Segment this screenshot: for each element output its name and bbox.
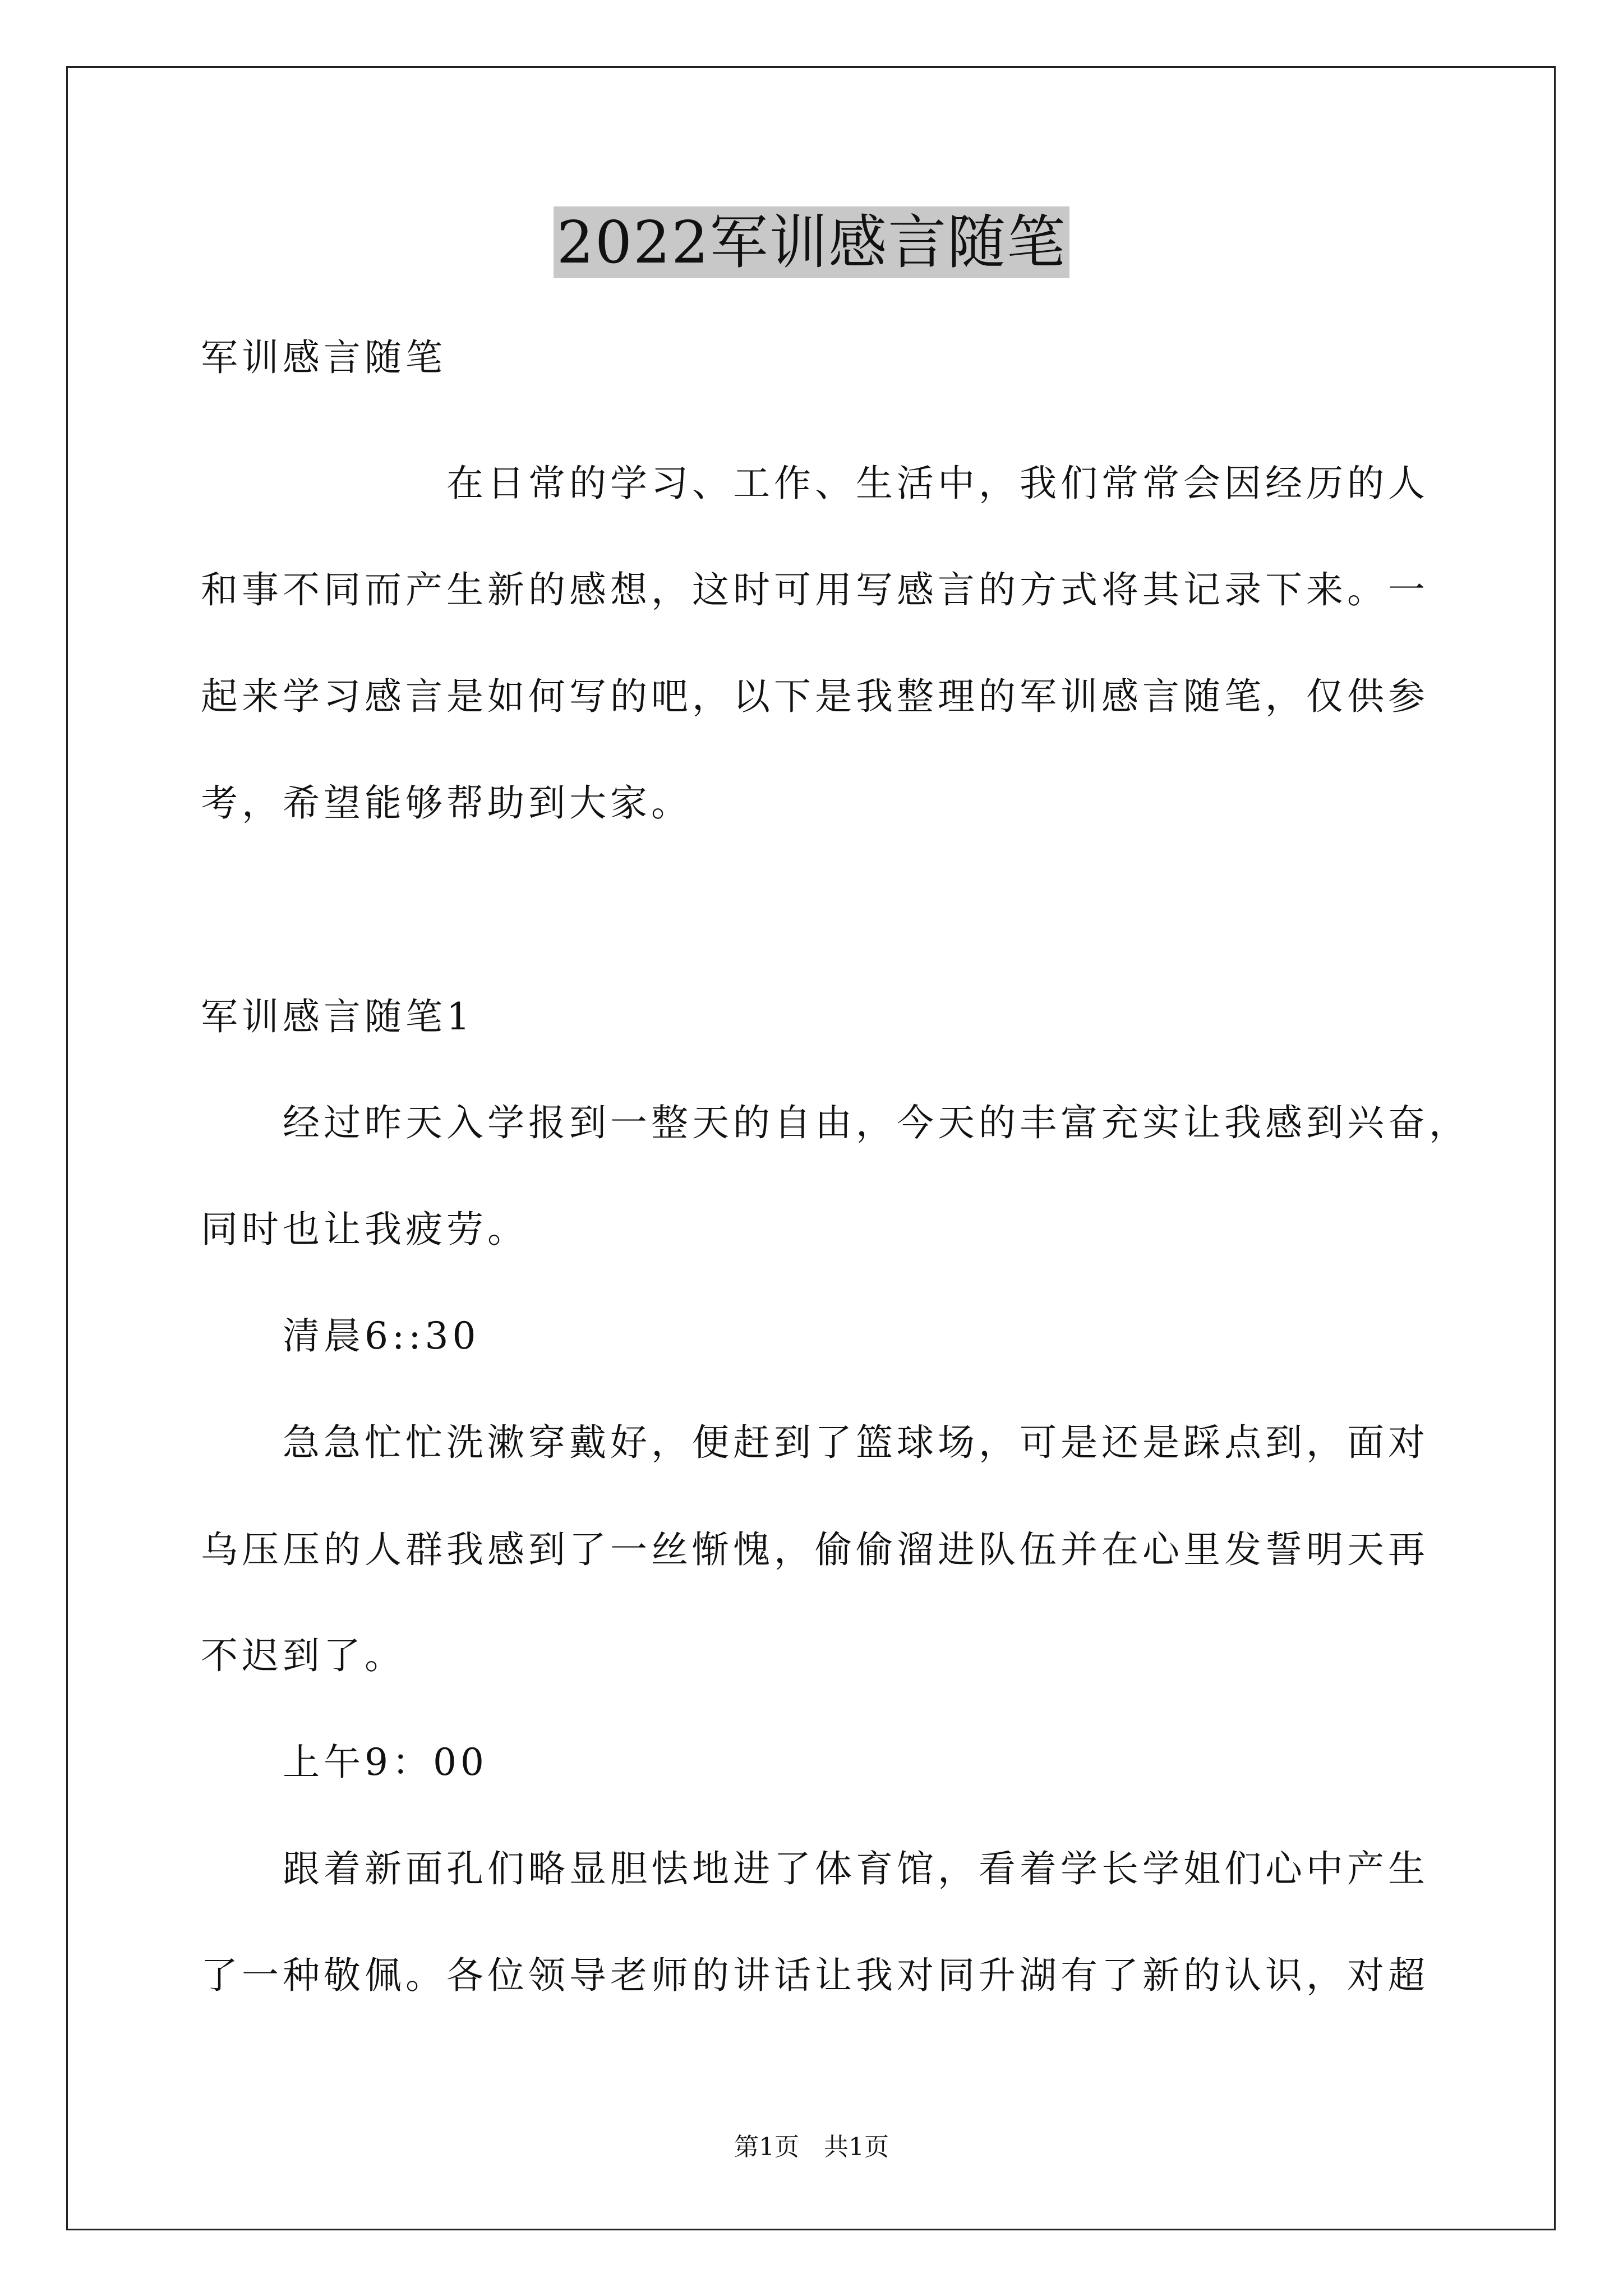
paragraph-line: 起来学习感言是如何写的吧，以下是我整理的军训感言随笔，仅供参 bbox=[201, 675, 1429, 718]
paragraph-line: 和事不同而产生新的感想，这时可用写感言的方式将其记录下来。一 bbox=[201, 568, 1429, 611]
page-footer: 第1页 共1页 bbox=[734, 2133, 889, 2161]
paragraph-line: 了一种敬佩。各位领导老师的讲话让我对同升湖有了新的认识，对超 bbox=[201, 1954, 1429, 1997]
paragraph-line: 在日常的学习、工作、生活中，我们常常会因经历的人 bbox=[201, 462, 1429, 505]
paragraph-line: 清晨6::30 bbox=[201, 1314, 480, 1358]
document-title-text: 2022军训感言随笔 bbox=[554, 206, 1070, 278]
paragraph-line: 经过昨天入学报到一整天的自由，今天的丰富充实让我感到兴奋， bbox=[201, 1101, 1470, 1144]
section-heading: 军训感言随笔1 bbox=[201, 995, 474, 1038]
paragraph-line: 考，希望能够帮助到大家。 bbox=[201, 781, 692, 825]
paragraph-line: 乌压压的人群我感到了一丝惭愧，偷偷溜进队伍并在心里发誓明天再 bbox=[201, 1528, 1429, 1571]
paragraph-line: 跟着新面孔们略显胆怯地进了体育馆，看着学长学姐们心中产生 bbox=[201, 1847, 1429, 1890]
section-heading: 军训感言随笔 bbox=[201, 336, 446, 379]
paragraph-line: 急急忙忙洗漱穿戴好，便赶到了篮球场，可是还是踩点到，面对 bbox=[201, 1421, 1429, 1464]
paragraph-line: 同时也让我疲劳。 bbox=[201, 1208, 528, 1251]
document-title bbox=[0, 206, 1623, 278]
paragraph-line: 上午9：00 bbox=[201, 1741, 488, 1784]
paragraph-line: 不迟到了。 bbox=[201, 1634, 405, 1677]
page-border bbox=[66, 66, 1556, 2230]
